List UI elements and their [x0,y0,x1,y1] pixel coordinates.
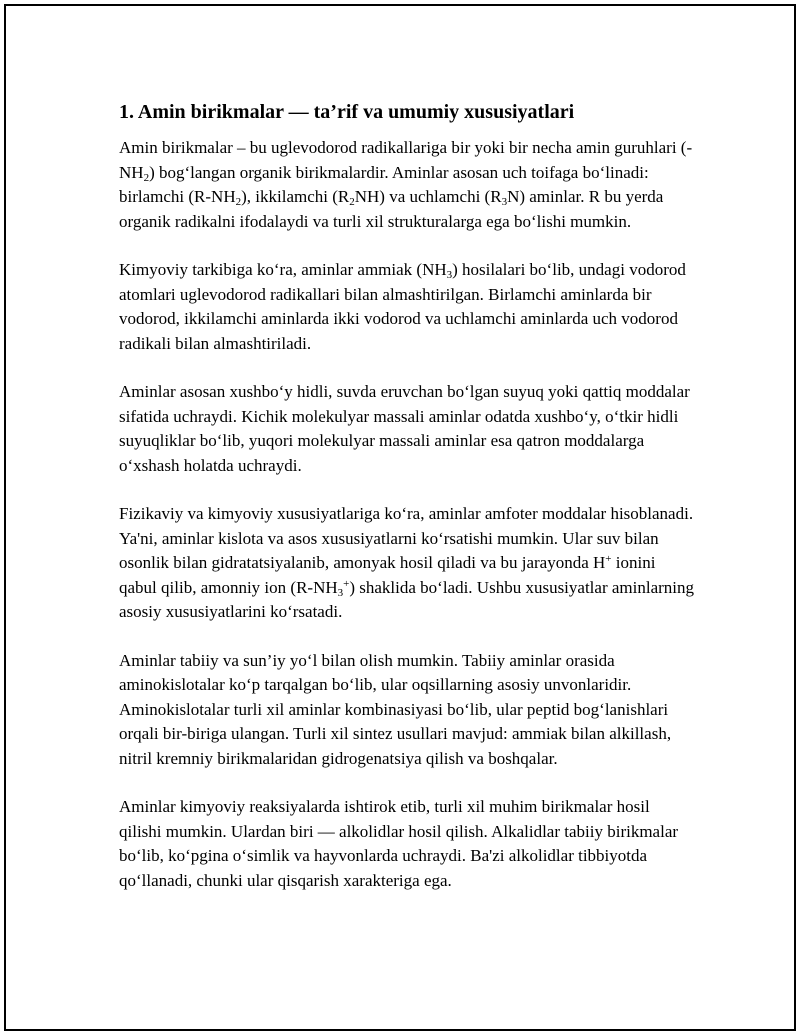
paragraph-physical-state: Aminlar asosan xushbo‘y hidli, suvda eruvchan bo‘lgan suyuq yoki qattiq moddalar sifatida uchraydi. Kichik molekulyar massali aminlar odatda xushbo‘y, o‘tkir hidli suyuqliklar bo‘lib, yuqori molekulyar massali aminlar esa qatron moddalarga o‘xshash holatda uchraydi. [119,382,690,475]
paragraph-properties: Fizikaviy va kimyoviy xususiyatlariga ko‘ra, aminlar amfoter moddalar hisoblanadi. Ya'ni, aminlar kislota va asos xususiyatlarni ko‘rsatishi mumkin. Ular suv bilan osonlik bilan gidratatsiyalanib, amonyak hosil qiladi va bu jarayonda H+ ionini qabul qilib, amonniy ion $(R-NH_3^+)$ shaklida bo‘ladi. Ushbu xususiyatlar aminlarning asosiy xususiyatlarini ko‘rsatadi. [119,504,695,621]
paragraph-sources: Aminlar tabiiy va sun’iy yo‘l bilan olish mumkin. Tabiiy aminlar orasida aminokislotalar ko‘p tarqalgan bo‘lib, ular oqsillarning asosiy unvonlaridir. Aminokislotalar turli xil aminlar kombinasiyasi bo‘lib, ular peptid bog‘lanishlari orqali bir-biriga ulangan. Turli xil sintez usullari mavjud: ammiak bilan alkillash, nitril kremniy birikmalaridan gidrogenatsiya qilish va boshqalar. [119,650,672,768]
section-heading: 1. Amin birikmalar — ta’rif va umumiy xususiyatlari [119,101,575,123]
paragraph-reactions: Aminlar kimyoviy reaksiyalarda ishtirok etib, turli xil muhim birikmalar hosil qilishi mumkin. Ulardan biri — alkolidlar hosil qilish. Alkalidlar tabiiy birikmalar bo‘lib, ko‘pgina o‘simlik va hayvonlarda uchraydi. Ba'zi alkolidlar tibbiyotda qo‘llanadi, chunki ular qisqarish xarakteriga ega. [119,797,679,890]
page-frame [4,4,796,1031]
paragraph-composition: Kimyoviy tarkibiga ko‘ra, aminlar ammiak $(NH_3)$ hosilalari bo‘lib, undagi vodorod atomlari uglevodorod radikallari bilan almashtirilgan. Birlamchi aminlarda bir vodorod, ikkilamchi aminlarda ikki vodorod va uchlamchi aminlarda uch vodorod radikali bilan almashtiriladi. [119,260,686,353]
document-body [119,98,694,917]
paragraph-definition: Amin birikmalar – bu uglevodorod radikallariga bir yoki bir necha amin guruhlari $(-NH_2)$ bog‘langan organik birikmalardir. Aminlar asosan uch toifaga bo‘linadi: birlamchi $(R-NH_2)$, ikkilamchi $(R_2NH)$ va uchlamchi $(R_3N)$ aminlar. R bu yerda organik radikalni ifodalaydi va turli xil strukturalarga ega bo‘lishi mumkin. [119,138,693,231]
